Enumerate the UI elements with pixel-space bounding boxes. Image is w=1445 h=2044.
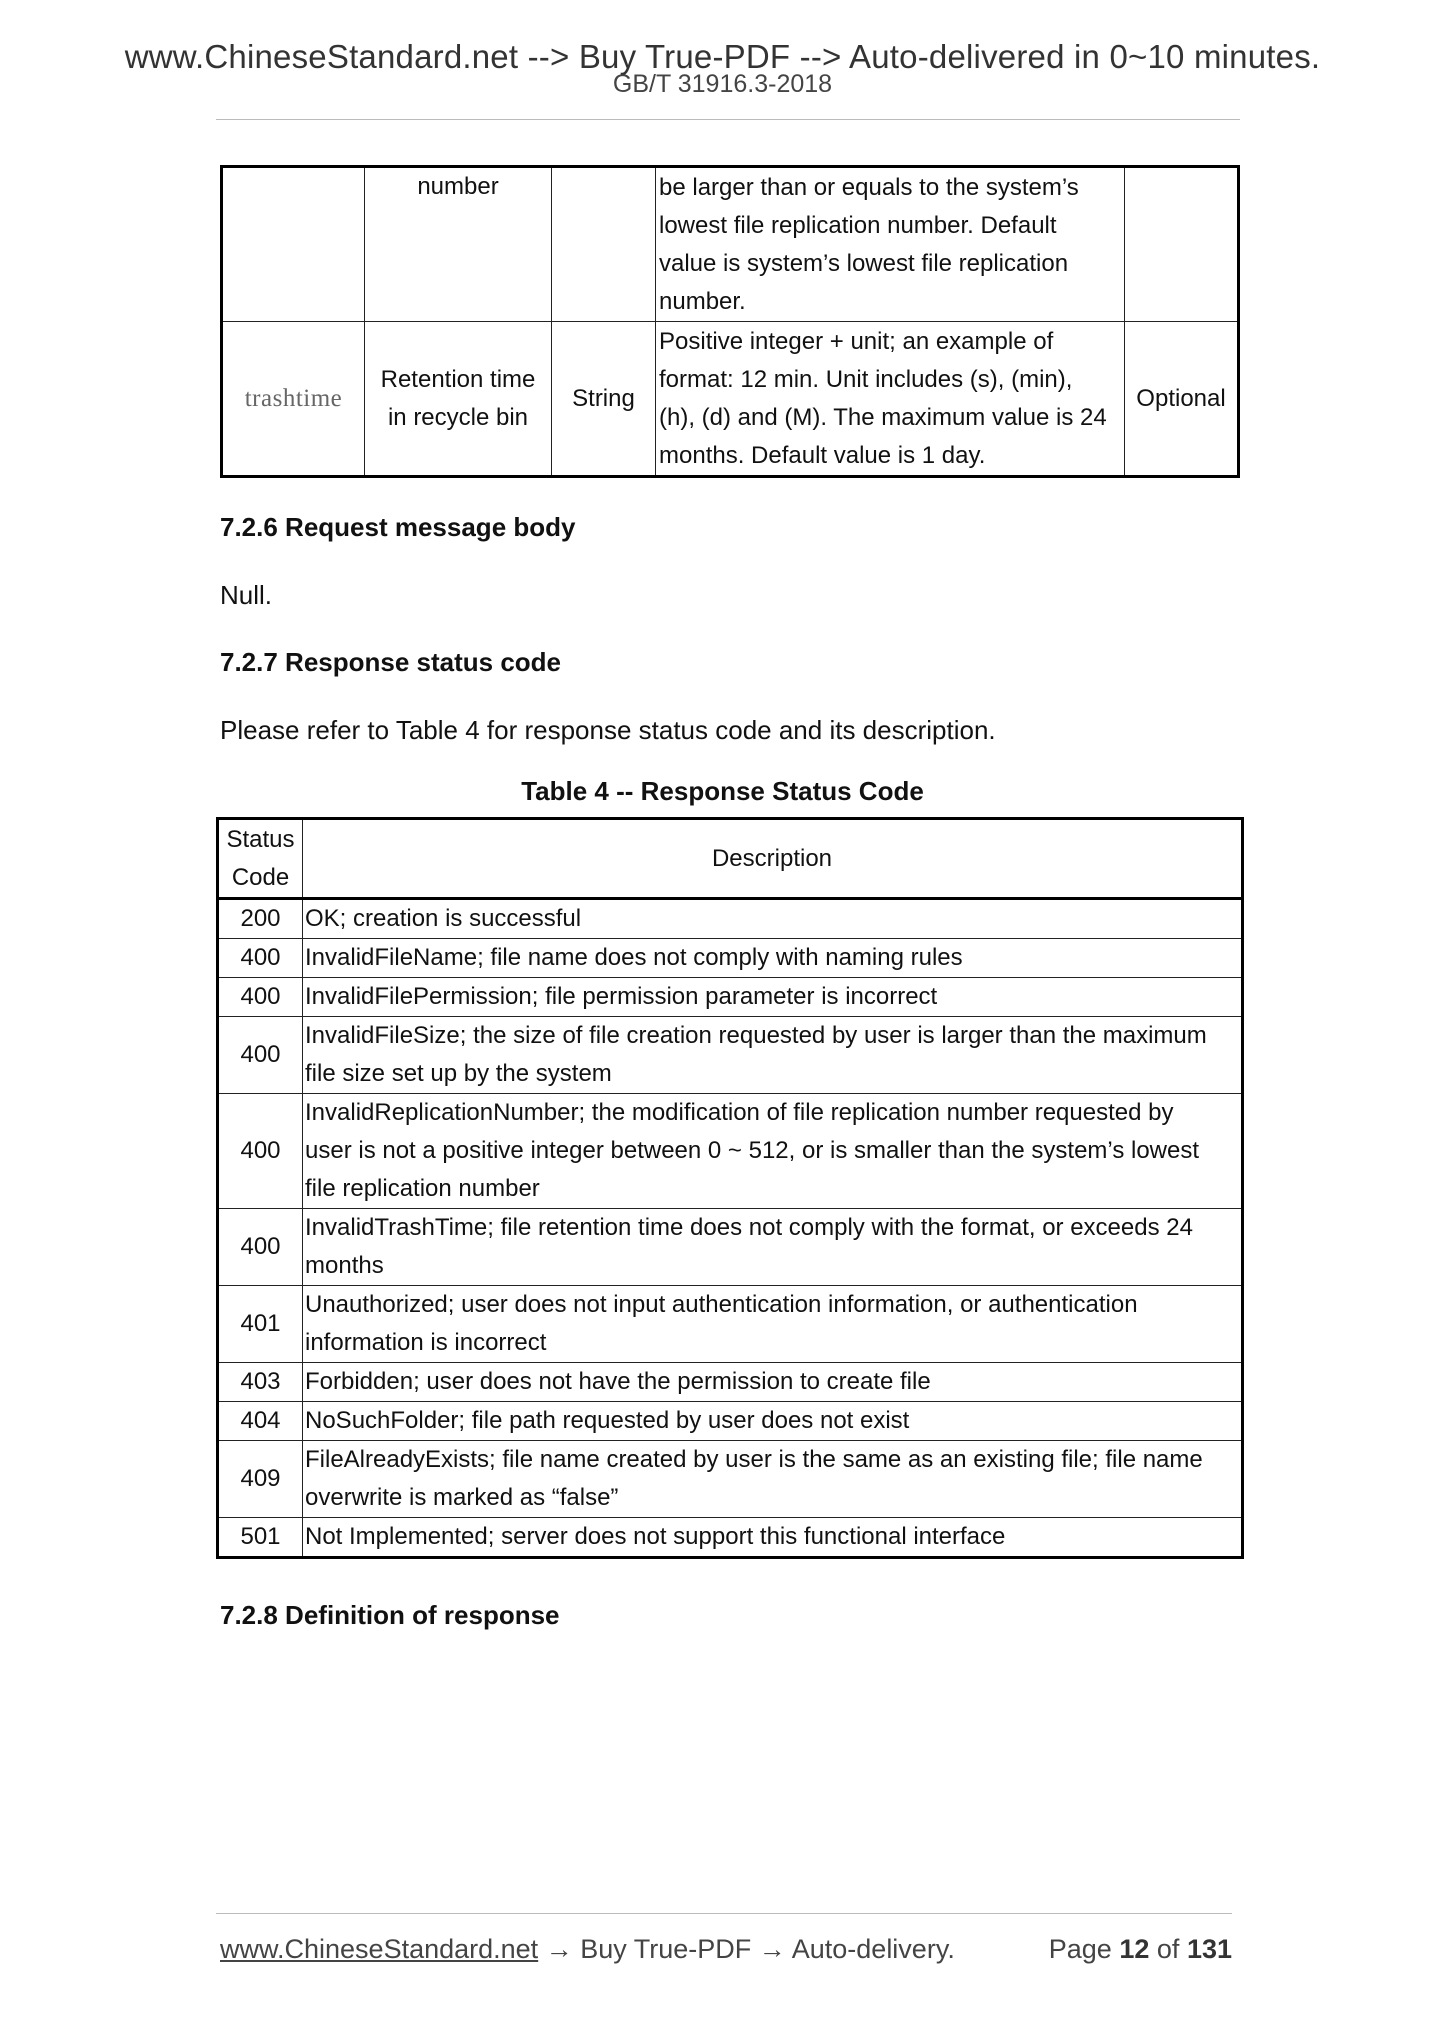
constraint-line: months. Default value is 1 day. bbox=[659, 441, 986, 469]
status-code-cell: 409 bbox=[218, 1441, 303, 1518]
desc-line: file size set up by the system bbox=[305, 1060, 612, 1087]
desc-line: InvalidTrashTime; file retention time does not comply with the format, or exceeds 24 bbox=[305, 1214, 1193, 1241]
section-body-7-2-7: Please refer to Table 4 for response status code and its description. bbox=[220, 715, 996, 745]
status-code-cell: 400 bbox=[218, 939, 303, 978]
header-line: Status bbox=[226, 825, 295, 853]
constraint-line: be larger than or equals to the system’s bbox=[659, 173, 1079, 201]
desc-line: FileAlreadyExists; file name created by user is the same as an existing file; file name bbox=[305, 1446, 1203, 1473]
constraint-line: format: 12 min. Unit includes (s), (min), bbox=[659, 365, 1073, 393]
param-required-cell: Optional bbox=[1125, 322, 1239, 477]
desc-line: file replication number bbox=[305, 1175, 540, 1202]
desc-line: months bbox=[305, 1252, 384, 1279]
status-code-cell: 404 bbox=[218, 1402, 303, 1441]
section-heading-7-2-7: 7.2.7 Response status code bbox=[220, 647, 562, 677]
status-desc-cell bbox=[303, 978, 1243, 1017]
status-code-cell: 400 bbox=[218, 1017, 303, 1094]
of-label: of bbox=[1156, 1934, 1180, 1964]
status-code-header bbox=[218, 819, 303, 899]
param-name-cell bbox=[222, 322, 365, 477]
status-desc-cell bbox=[303, 1094, 1243, 1209]
status-code-cell: 403 bbox=[218, 1363, 303, 1402]
status-desc-cell bbox=[303, 1402, 1243, 1441]
footer-divider bbox=[216, 1913, 1232, 1914]
total-pages: 131 bbox=[1186, 1934, 1232, 1964]
status-desc-cell bbox=[303, 1441, 1243, 1518]
param-constraints-cell bbox=[656, 322, 1125, 477]
table-row bbox=[218, 1363, 1243, 1402]
table-row bbox=[218, 978, 1243, 1017]
constraint-line: Positive integer + unit; an example of bbox=[659, 327, 1054, 355]
param-desc-cell: number bbox=[365, 167, 552, 322]
header-line: Code bbox=[231, 863, 290, 891]
table-row bbox=[222, 167, 1239, 322]
desc-line: NoSuchFolder; file path requested by user does not exist bbox=[305, 1407, 910, 1434]
footer-tagline: → Buy True-PDF → Auto-delivery. bbox=[538, 1934, 955, 1964]
status-desc-cell bbox=[303, 1209, 1243, 1286]
status-code-cell: 400 bbox=[218, 978, 303, 1017]
param-constraints-cell bbox=[656, 167, 1125, 322]
param-desc-cell bbox=[365, 322, 552, 477]
parameter-table bbox=[220, 165, 1240, 478]
status-code-cell: 400 bbox=[218, 1209, 303, 1286]
status-code-cell: 501 bbox=[218, 1518, 303, 1558]
param-required-cell bbox=[1125, 167, 1239, 322]
page-number bbox=[1049, 1934, 1232, 1965]
table-row bbox=[218, 1094, 1243, 1209]
table-header-row bbox=[218, 819, 1243, 899]
table-row bbox=[218, 1441, 1243, 1518]
table-caption: Table 4 -- Response Status Code bbox=[521, 776, 924, 806]
footer-site-link[interactable]: www.ChineseStandard.net bbox=[220, 1934, 539, 1964]
desc-line: in recycle bin bbox=[387, 403, 529, 431]
param-type-cell: String bbox=[552, 322, 656, 477]
constraint-line: number. bbox=[659, 287, 746, 315]
status-code-cell: 401 bbox=[218, 1286, 303, 1363]
desc-line: Not Implemented; server does not support this functional interface bbox=[305, 1523, 1006, 1550]
status-desc-cell bbox=[303, 1363, 1243, 1402]
constraint-line: (h), (d) and (M). The maximum value is 24 bbox=[659, 403, 1107, 431]
site-banner: www.ChineseStandard.net --> Buy True-PDF --> Auto-delivered in 0~10 minutes. bbox=[124, 38, 1321, 75]
page-footer bbox=[220, 1934, 1232, 1965]
table-row bbox=[218, 1518, 1243, 1558]
table-row bbox=[218, 1402, 1243, 1441]
param-name-cell bbox=[222, 167, 365, 322]
param-type-cell bbox=[552, 167, 656, 322]
section-heading-7-2-6: 7.2.6 Request message body bbox=[220, 512, 576, 542]
status-desc-cell bbox=[303, 1518, 1243, 1558]
desc-line: InvalidFileSize; the size of file creation requested by user is larger than the maximum bbox=[305, 1022, 1207, 1049]
desc-line: information is incorrect bbox=[305, 1329, 547, 1356]
status-desc-cell bbox=[303, 1286, 1243, 1363]
trashtime-param-image: trashtime bbox=[244, 384, 343, 412]
status-desc-cell bbox=[303, 1017, 1243, 1094]
desc-line: InvalidFilePermission; file permission parameter is incorrect bbox=[305, 983, 938, 1010]
table-row bbox=[218, 899, 1243, 939]
desc-line: user is not a positive integer between 0 ~ 512, or is smaller than the system’s lowest bbox=[305, 1137, 1200, 1164]
desc-line: Unauthorized; user does not input authentication information, or authentication bbox=[305, 1291, 1138, 1318]
constraint-line: lowest file replication number. Default bbox=[659, 211, 1057, 239]
constraint-line: value is system’s lowest file replication bbox=[659, 249, 1069, 277]
table-row bbox=[222, 322, 1239, 477]
section-heading-7-2-8: 7.2.8 Definition of response bbox=[220, 1600, 560, 1630]
desc-line: Retention time bbox=[380, 365, 536, 393]
desc-line: Forbidden; user does not have the permission to create file bbox=[305, 1368, 931, 1395]
table-row bbox=[218, 1017, 1243, 1094]
status-desc-cell bbox=[303, 899, 1243, 939]
table-row bbox=[218, 939, 1243, 978]
description-header: Description bbox=[303, 819, 1243, 899]
desc-line: OK; creation is successful bbox=[305, 905, 582, 932]
section-body-7-2-6: Null. bbox=[220, 580, 273, 610]
desc-line: overwrite is marked as “false” bbox=[305, 1484, 619, 1511]
status-code-table bbox=[216, 817, 1244, 1559]
current-page: 12 bbox=[1119, 1934, 1150, 1964]
desc-line: InvalidFileName; file name does not comply with naming rules bbox=[305, 944, 963, 971]
status-code-cell: 400 bbox=[218, 1094, 303, 1209]
document-id: GB/T 31916.3-2018 bbox=[612, 70, 833, 98]
page-label: Page bbox=[1048, 1934, 1112, 1964]
header-divider bbox=[216, 119, 1240, 120]
status-code-cell: 200 bbox=[218, 899, 303, 939]
table-row bbox=[218, 1286, 1243, 1363]
table-row bbox=[218, 1209, 1243, 1286]
desc-line: InvalidReplicationNumber; the modification of file replication number requested by bbox=[305, 1099, 1174, 1126]
status-desc-cell bbox=[303, 939, 1243, 978]
